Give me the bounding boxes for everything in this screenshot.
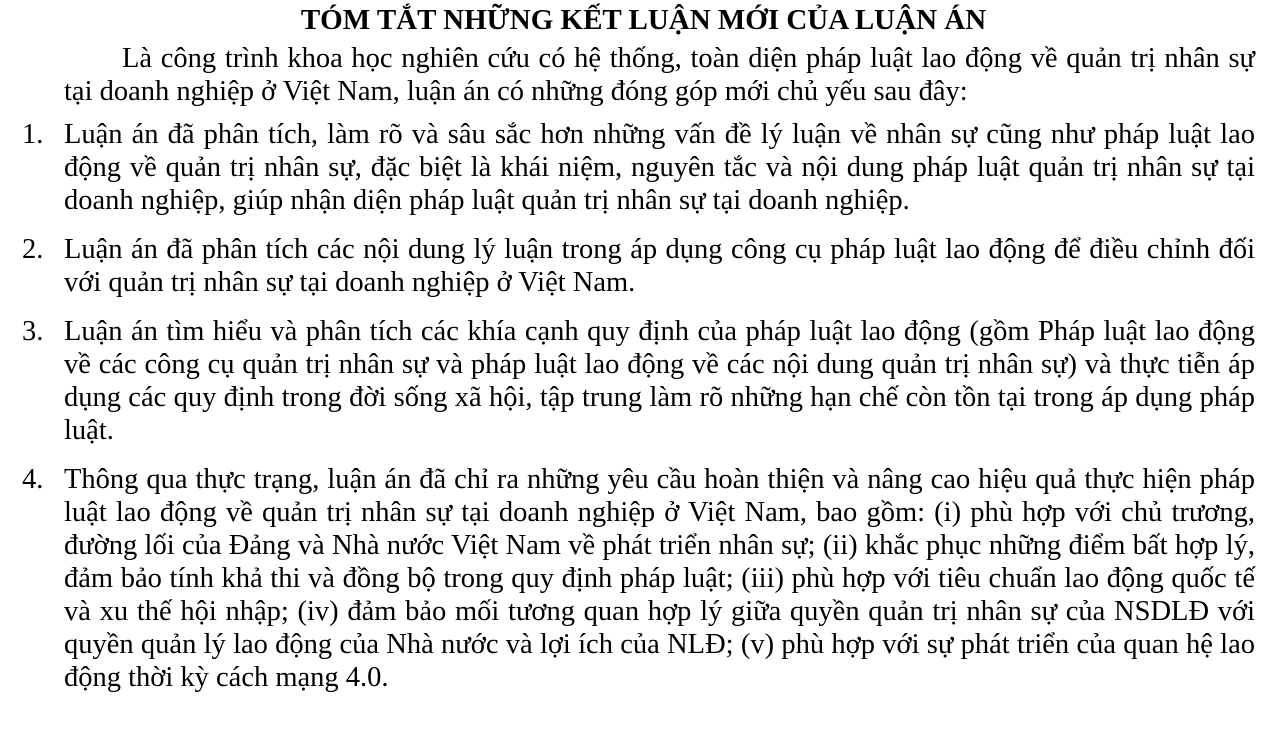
list-item-text: Thông qua thực trạng, luận án đã chỉ ra những yêu cầu hoàn thiện và nâng cao hiệu quả thực hiện pháp luật lao động về quản trị nhân sự tại doanh nghiệp ở Việt Nam, bao gồm: (i) phù hợp với chủ trương, đường lối của Đảng và Nhà nước Việt Nam về phát triển nhân sự; (ii) khắc phục những điểm bất hợp lý, đảm bảo tính khả thi và đồng bộ trong quy định pháp luật; (iii) phù hợp với tiêu chuẩn lao động quốc tế và xu thế hội nhập; (iv) đảm bảo mối tương quan hợp lý giữa quyền quản trị nhân sự của NSDLĐ với quyền quản lý lao động của Nhà nước và lợi ích của NLĐ; (v) phù hợp với sự phát triển của quan hệ lao động thời kỳ cách mạng 4.0. bbox=[64, 464, 1255, 693]
intro-paragraph: Là công trình khoa học nghiên cứu có hệ thống, toàn diện pháp luật lao động về quản trị nhân sự tại doanh nghiệp ở Việt Nam, luận án có những đóng góp mới chủ yếu sau đây: bbox=[64, 43, 1255, 107]
list-item-number: 1. bbox=[22, 119, 44, 150]
list-item bbox=[22, 233, 1255, 299]
document-title: TÓM TẮT NHỮNG KẾT LUẬN MỚI CỦA LUẬN ÁN bbox=[300, 4, 987, 36]
list-item-text: Luận án tìm hiểu và phân tích các khía cạnh quy định của pháp luật lao động (gồm Pháp luật lao động về các công cụ quản trị nhân sự và pháp luật lao động về các nội dung quản trị nhân sự) và thực tiễn áp dụng các quy định trong đời sống xã hội, tập trung làm rõ những hạn chế còn tồn tại trong áp dụng pháp luật. bbox=[64, 316, 1255, 446]
list-item-number: 2. bbox=[22, 234, 44, 265]
list-item-text: Luận án đã phân tích các nội dung lý luận trong áp dụng công cụ pháp luật lao động để điều chỉnh đối với quản trị nhân sự tại doanh nghiệp ở Việt Nam. bbox=[64, 234, 1255, 298]
list-item-number: 4. bbox=[22, 464, 44, 495]
list-item-text: Luận án đã phân tích, làm rõ và sâu sắc hơn những vấn đề lý luận về nhân sự cũng như pháp luật lao động về quản trị nhân sự, đặc biệt là khái niệm, nguyên tắc và nội dung pháp luật quản trị nhân sự tại doanh nghiệp, giúp nhận diện pháp luật quản trị nhân sự tại doanh nghiệp. bbox=[64, 119, 1255, 216]
document-page bbox=[0, 3, 1285, 749]
list-item bbox=[22, 463, 1255, 694]
list-item-number: 3. bbox=[22, 316, 44, 347]
list-item bbox=[22, 315, 1255, 447]
findings-list bbox=[22, 118, 1255, 694]
list-item bbox=[22, 118, 1255, 217]
